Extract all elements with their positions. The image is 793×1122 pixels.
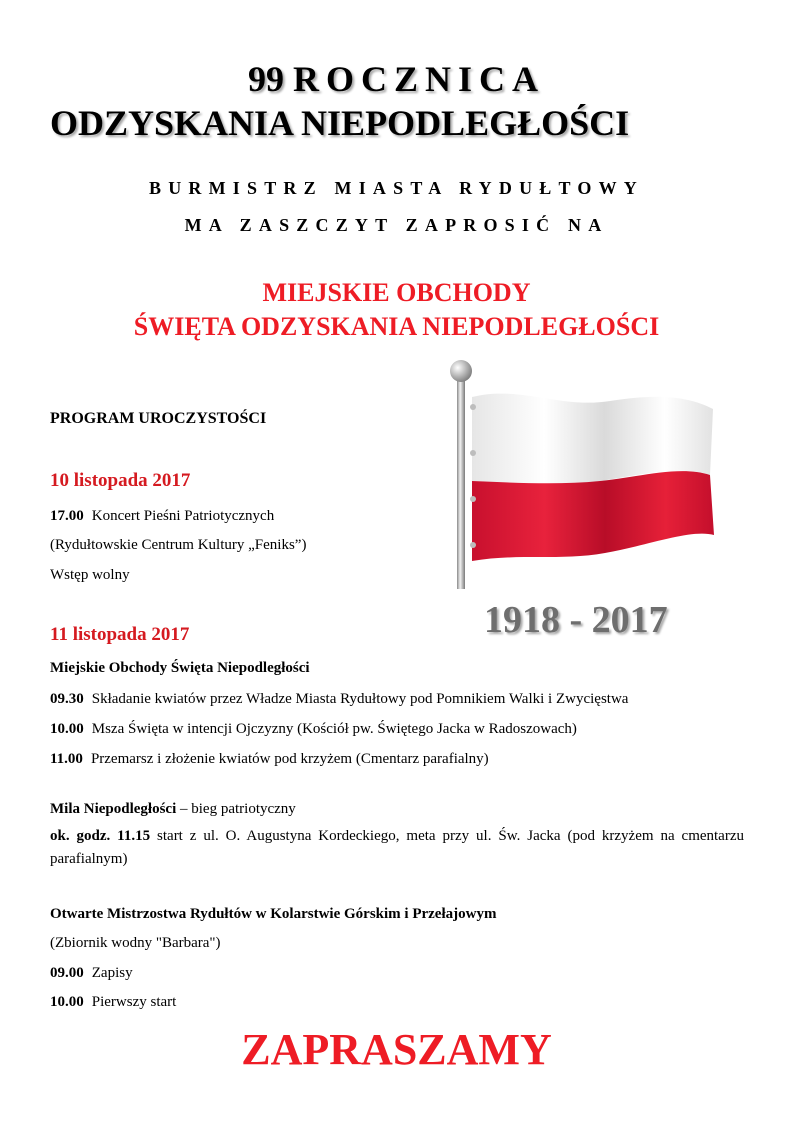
mila-title: Mila Niepodległości — [50, 801, 177, 817]
cycling-item-text: Pierwszy start — [91, 994, 177, 1010]
cycling-place: (Zbiornik wodny "Barbara") — [50, 935, 221, 951]
mila-description — [50, 825, 744, 871]
day1-time: 17.00 — [50, 508, 84, 524]
cycling-item — [50, 965, 133, 982]
event-title-line1: MIEJSKIE OBCHODY — [262, 278, 531, 307]
closing-invitation: ZAPRASZAMY — [241, 1025, 552, 1074]
cycling-title: Otwarte Mistrzostwa Rydułtów w Kolarstwie Górskim i Przełajowym — [50, 906, 497, 922]
day2-item-time: 11.00 — [50, 751, 83, 767]
cycling-item — [50, 994, 176, 1011]
day1-event: Koncert Pieśni Patriotycznych — [91, 508, 275, 524]
day1-note: Wstęp wolny — [50, 567, 130, 583]
years-label: 1918 - 2017 — [484, 599, 668, 641]
day2-item-text: Przemarsz i złożenie kwiatów pod krzyżem (Cmentarz parafialny) — [90, 751, 489, 767]
cycling-item-time: 10.00 — [50, 994, 84, 1010]
event-title-line2: ŚWIĘTA ODZYSKANIA NIEPODLEGŁOŚCI — [133, 312, 660, 341]
mila-subtitle: – bieg patriotyczny — [176, 801, 296, 817]
day1-date: 10 listopada 2017 — [50, 470, 191, 491]
day2-heading: Miejskie Obchody Święta Niepodległości — [50, 660, 310, 676]
mila-heading — [50, 801, 296, 818]
day2-item — [50, 721, 577, 738]
day2-item-time: 09.30 — [50, 691, 84, 707]
title-word: ROCZNICA — [292, 59, 545, 99]
day2-item-text: Składanie kwiatów przez Władze Miasta Rydułtowy pod Pomnikiem Walki i Zwycięstwa — [91, 691, 629, 707]
cycling-item-time: 09.00 — [50, 965, 84, 981]
invitation-line2: MA ZASZCZYT ZAPROSIĆ NA — [184, 215, 609, 235]
program-title: PROGRAM UROCZYSTOŚCI — [50, 410, 267, 427]
day2-item — [50, 751, 489, 768]
day2-item-text: Msza Święta w intencji Ojczyzny (Kościół pw. Świętego Jacka w Radoszowach) — [91, 721, 577, 737]
page-title — [0, 58, 793, 100]
day2-item — [50, 691, 628, 708]
mila-text: start z ul. O. Augustyna Kordeckiego, meta przy ul. Św. Jacka (pod krzyżem na cmentarzu parafialnym) — [50, 828, 744, 867]
polish-flag-icon — [440, 357, 730, 589]
day2-date: 11 listopada 2017 — [50, 624, 190, 645]
mila-time: ok. godz. 11.15 — [50, 828, 151, 844]
cycling-item-text: Zapisy — [91, 965, 133, 981]
page-title-line2: ODZYSKANIA NIEPODLEGŁOŚCI — [50, 103, 630, 143]
day2-item-time: 10.00 — [50, 721, 84, 737]
day1-event-line — [50, 508, 274, 525]
day1-place: (Rydułtowskie Centrum Kultury „Feniks”) — [50, 537, 307, 553]
title-number: 99 — [247, 59, 284, 99]
invitation-line1: BURMISTRZ MIASTA RYDUŁTOWY — [149, 178, 644, 198]
